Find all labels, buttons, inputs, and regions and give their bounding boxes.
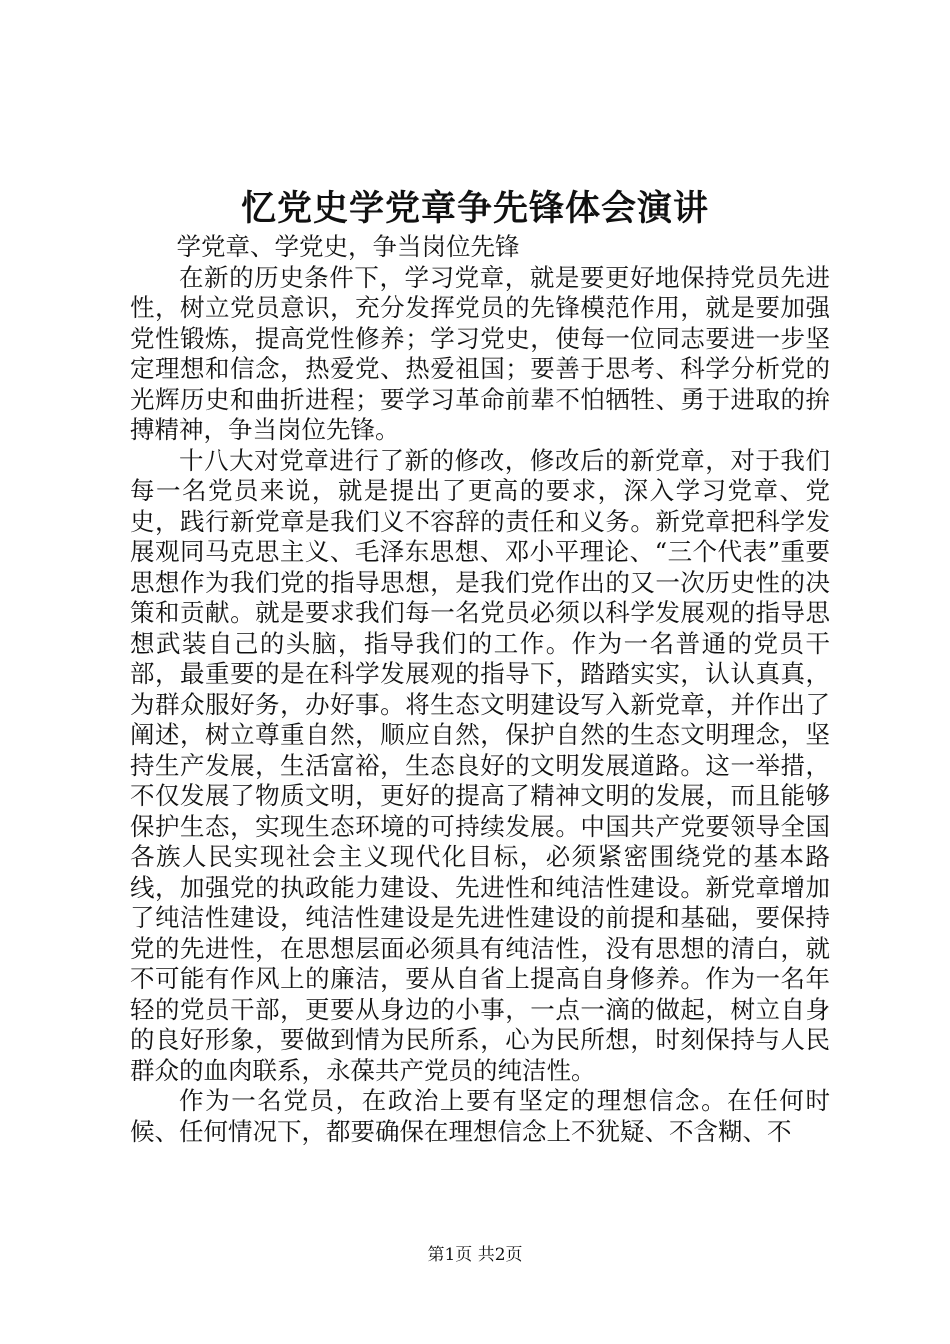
- document-subtitle: 学党章、学党史，争当岗位先锋: [176, 232, 520, 261]
- page-number-indicator: 第1页 共2页: [427, 1245, 523, 1265]
- paragraph-2: 十八大对党章进行了新的修改，修改后的新党章，对于我们每一名党员来说，就是提出了更高的要求，深入学习党章、党史，践行新党章是我们义不容辞的责任和义务。新党章把科学发展观同马克思主义、毛泽东思想、邓小平理论、“三个代表”重要思想作为我们党的指导思想，是我们党作出的又一次历史性的决策和贡献。就是要求我们每一名党员必须以科学发展观的指导思想武装自己的头脑，指导我们的工作。作为一名普通的党员干部，最重要的是在科学发展观的指导下，踏踏实实，认认真真，为群众服好务，办好事。将生态文明建设写入新党章，并作出了阐述，树立尊重自然，顺应自然，保护自然的生态文明理念，坚持生产发展，生活富裕，生态良好的文明发展道路。这一举措，不仅发展了物质文明，更好的提高了精神文明的发展，而且能够保护生态，实现生态环境的可持续发展。中国共产党要领导全国各族人民实现社会主义现代化目标，必须紧密围绕党的基本路线，加强党的执政能力建设、先进性和纯洁性建设。新党章增加了纯洁性建设，纯洁性建设是先进性建设的前提和基础，要保持党的先进性，在思想层面必须具有纯洁性，没有思想的清白，就不可能有作风上的廉洁，要从自省上提高自身修养。作为一名年轻的党员干部，更要从身边的小事，一点一滴的做起，树立自身的良好形象，要做到情为民所系，心为民所想，时刻保持与人民群众的血肉联系，永葆共产党员的纯洁性。: [130, 445, 830, 1085]
- page-footer: [0, 1243, 950, 1267]
- document-body: [130, 232, 830, 1147]
- page-title: 忆党史学党章争先锋体会演讲: [240, 188, 709, 229]
- paragraph-1: 在新的历史条件下，学习党章，就是要更好地保持党员先进性，树立党员意识，充分发挥党员的先锋模范作用，就是要加强党性锻炼，提高党性修养；学习党史，使每一位同志要进一步坚定理想和信念，热爱党、热爱祖国；要善于思考、科学分析党的光辉历史和曲折进程；要学习革命前辈不怕牺牲、勇于进取的拚搏精神，争当岗位先锋。: [130, 262, 830, 444]
- paragraph-3: 作为一名党员，在政治上要有坚定的理想信念。在任何时候、任何情况下，都要确保在理想信念上不犹疑、不含糊、不: [130, 1086, 830, 1146]
